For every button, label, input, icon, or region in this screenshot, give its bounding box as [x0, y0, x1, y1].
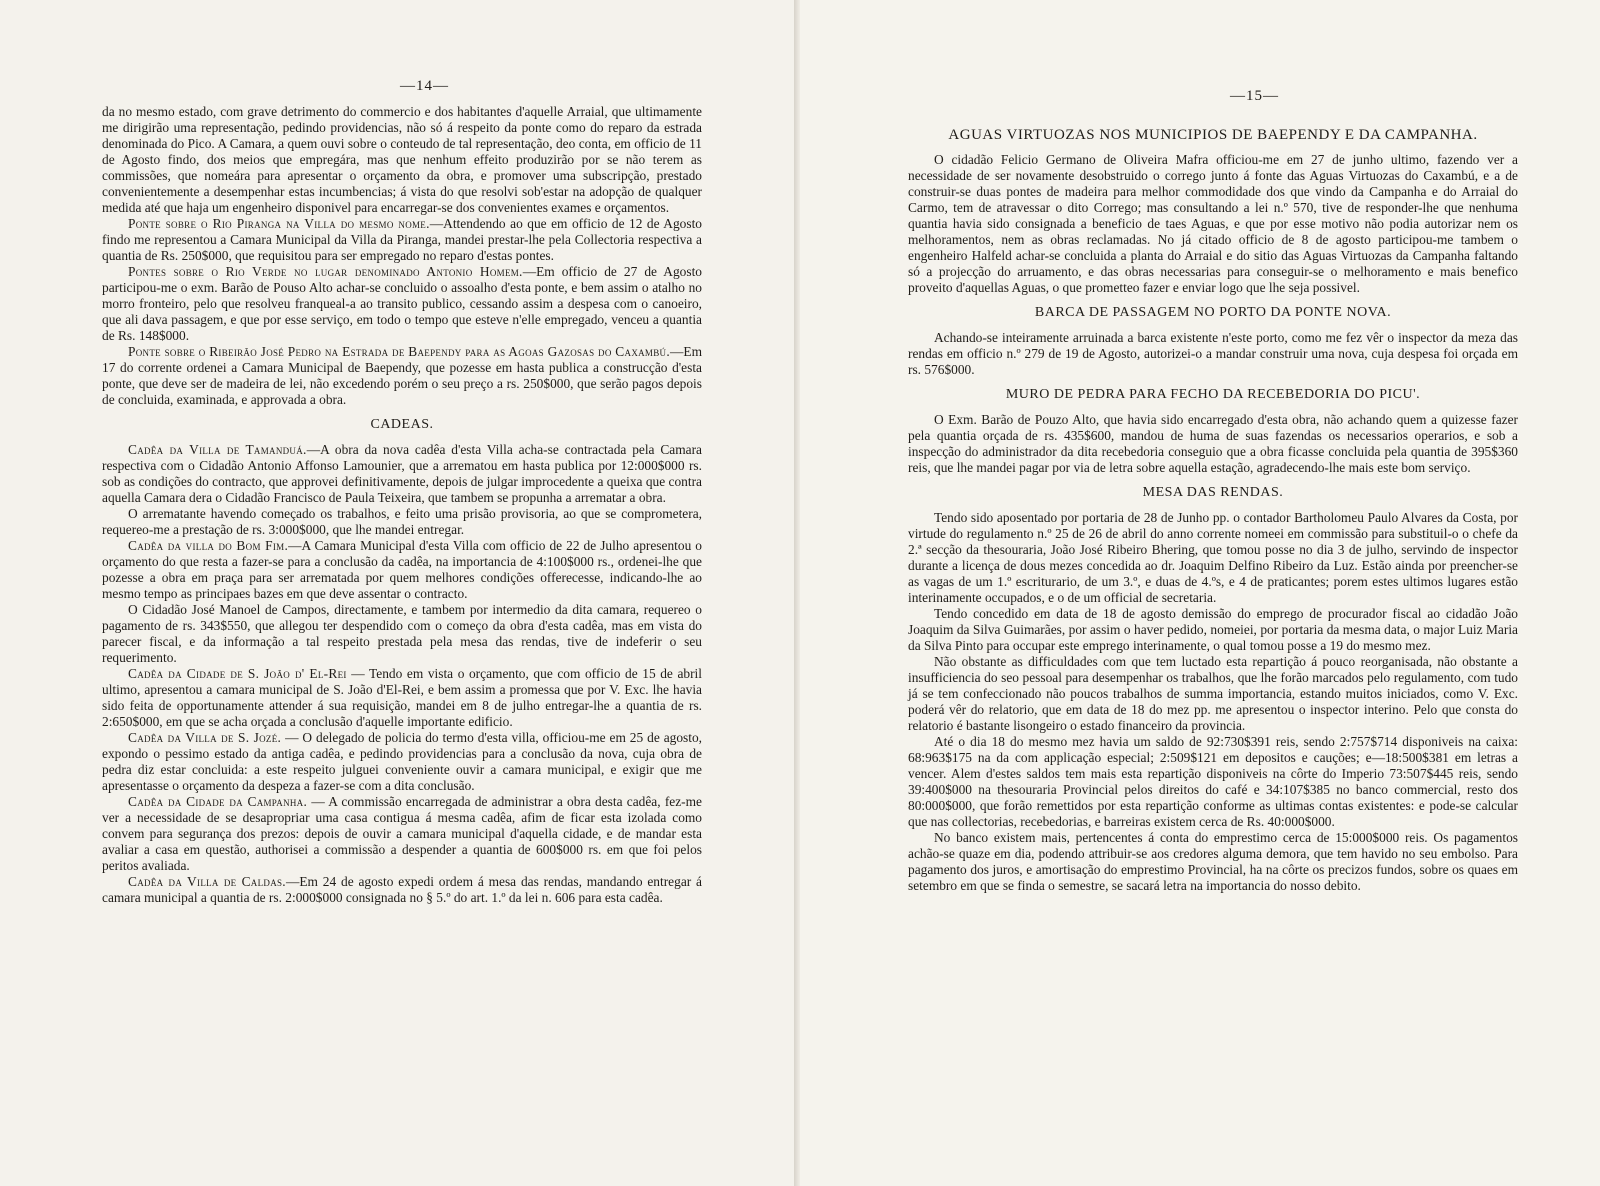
- paragraph: Cadêa da Villa de Tamanduá.—A obra da nova cadêa d'esta Villa acha-se contractada pela Camara respectiva com o Cidadão Antonio Affonso Lamounier, que a arrematou em hasta publica por 12:000$000 rs. sob as condições do contracto, que approvei definitivamente, depois de julgar improcedente a queixa que contra aquella Camara dera o Cidadão Francisco de Paula Teixeira, que tambem se propunha a arrematar a obra.: [102, 442, 702, 505]
- paragraph: Achando-se inteiramente arruinada a barca existente n'este porto, como me fez vêr o inspector da meza das rendas em officio n.º 279 de 19 de Agosto, autorizei-o a mandar construir uma nova, cuja despesa foi orçada em rs. 576$000.: [908, 330, 1518, 377]
- left-page: [0, 0, 794, 1186]
- paragraph-heading: Cadêa da Cidade da Campanha.: [128, 794, 308, 809]
- paragraph: Pontes sobre o Rio Verde no lugar denominado Antonio Homem.—Em officio de 27 de Agosto participou-me o exm. Barão de Pouso Alto achar-se concluido o assoalho d'esta ponte, e bem assim o atalho no morro fronteiro, pelo que resolveu franqueal-a ao transito publico, cessando assim a despesa com o canoeiro, que ali dava passagem, e que por esse serviço, em todo o tempo que esteve n'elle empregado, venceu a quantia de Rs. 148$000.: [102, 264, 702, 343]
- paragraph: Cadêa da Cidade de S. João d' El-Rei — Tendo em vista o orçamento, que com officio de 15 de abril ultimo, apresentou a camara municipal de S. João d'El-Rei, e bem assim a promessa que por V. Exc. lhe havia sido feita de opportunamente attender á sua requisição, mandei em 8 de julho entregar-lhe a quantia de rs. 2:650$000, em que se acha orçada a conclusão d'aquelle importante edificio.: [102, 666, 702, 729]
- paragraph: O arrematante havendo começado os trabalhos, e feito uma prisão provisoria, ao que se comprometera, requereo-me a prestação de rs. 3:000$000, que lhe mandei entregar.: [102, 506, 702, 537]
- paragraph: Não obstante as difficuldades com que tem luctado esta repartição á pouco reorganisada, não obstante a insufficiencia do seo pessoal para desempenhar os trabalhos, que lhe forão marcados pelo regulamento, com tudo já se tem confeccionado não poucos trabalhos de summa importancia, estando muitos iniciados, como V. Exc. poderá vêr do relatorio, que em data de 18 do mez pp. me apresentou o inspector interino. Pelo que consta do relatorio é bastante lisongeiro o estado financeiro da provincia.: [908, 654, 1518, 733]
- page-number: —15—: [1230, 88, 1279, 104]
- section-heading: CADEAS.: [370, 417, 434, 432]
- section-heading: MURO DE PEDRA PARA FECHO DA RECEBEDORIA DO PICU'.: [1005, 387, 1421, 402]
- section-heading: BARCA DE PASSAGEM NO PORTO DA PONTE NOVA.: [1034, 305, 1392, 320]
- paragraph: Tendo sido aposentado por portaria de 28 de Junho pp. o contador Bartholomeu Paulo Alvares da Costa, por virtude do regulamento n.º 25 de 26 de abril do anno corrente nomeei em commissão para substituil-o o chefe da 2.ª secção da thesouraria, João José Ribeiro Bhering, que tomou posse no dia 3 de julho, servindo de inspector durante a licença de dous mezes concedida ao dr. Joaquim Delfino Ribeiro da Luz. Estão ainda por preencher-se as vagas de um 1.º escriturario, de um 3.º, e duas de 4.ºs, e 4 de praticantes; porem estes ultimos lugares estão interinamente occupados, e o de um official de secretaria.: [908, 510, 1518, 605]
- paragraph: Cadêa da Cidade da Campanha. — A commissão encarregada de administrar a obra desta cadêa, fez-me ver a necessidade de se desapropriar uma casa contigua á mesma cadêa, afim de ficar esta izolada como convem para segurança dos prezos: depois de ouvir a camara municipal d'aquella cidade, e de mandar esta avaliar a casa em questão, authorisei a commissão a despender a quantia de 600$000 rs. em que foi pelos peritos avaliada.: [102, 794, 702, 873]
- paragraph: Ponte sobre o Rio Piranga na Villa do mesmo nome.—Attendendo ao que em officio de 12 de Agosto findo me representou a Camara Municipal da Villa da Piranga, mandei prestar-lhe pela Collectoria respectiva a quantia de Rs. 250$000, que requisitou para ser empregado no reparo d'estas pontes.: [102, 216, 702, 263]
- paragraph-heading: Cadêa da Villa de Caldas.: [128, 874, 286, 889]
- left-text-column: [102, 104, 702, 906]
- right-text-column: [908, 118, 1518, 894]
- paragraph: Cadêa da villa do Bom Fim.—A Camara Municipal d'esta Villa com officio de 22 de Julho apresentou o orçamento do que resta a fazer-se para a conclusão da cadêa, na importancia de 4:100$000 rs., ordenei-lhe que pozesse a obra em praça para ser arrematada por quem melhores condições offerecesse, indicando-lhe ao mesmo tempo as principaes bazes em que deve assentar o contracto.: [102, 538, 702, 601]
- paragraph-heading: Cadêa da Villa de S. Jozé.: [128, 730, 282, 745]
- paragraph-heading: Ponte sobre o Rio Piranga na Villa do mesmo nome.: [128, 216, 430, 231]
- paragraph: Até o dia 18 do mesmo mez havia um saldo de 92:730$391 reis, sendo 2:757$714 disponiveis na caixa: 68:963$175 na da com applicação especial; 2:509$121 em depositos e cauções; e—18:500$381 em letras a vencer. Alem d'estes saldos tem mais esta repartição disponiveis na côrte do Imperio 73:507$445 reis, sendo 39:400$000 na thesouraria Provincial pelos direitos do café e 34:107$385 no banco commercial, resto dos 80:000$000, que forão remettidos por esta repartição conforme as ultimas contas existentes: e pode-se calcular que nas collectorias, recebedorias, e barreiras existem cerca de Rs. 40:000$000.: [908, 734, 1518, 829]
- paragraph-heading: Cadêa da villa do Bom Fim.: [128, 538, 289, 553]
- section-heading: AGUAS VIRTUOZAS NOS MUNICIPIOS DE BAEPENDY E DA CAMPANHA.: [948, 127, 1478, 143]
- paragraph: O Cidadão José Manoel de Campos, directamente, e tambem por intermedio da dita camara, requereo o pagamento de rs. 343$550, que allegou ter despendido com o começo da obra d'esta cadêa, mas em vista do parecer fiscal, e da informação a tal respeito prestada pela mesa das rendas, tive de indeferir o seu requerimento.: [102, 602, 702, 665]
- paragraph: Ponte sobre o Ribeirão José Pedro na Estrada de Baependy para as Agoas Gazosas do Caxambú.—Em 17 do corrente ordenei a Camara Municipal de Baependy, que pozesse em hasta publica a construcção d'esta ponte, que deve ser de madeira de lei, não excedendo porém o seu preço a rs. 250$000, que serão pagos depois de concluida, examinada, e approvada a obra.: [102, 344, 702, 407]
- page-number: —14—: [400, 78, 449, 94]
- paragraph: O cidadão Felicio Germano de Oliveira Mafra officiou-me em 27 de junho ultimo, fazendo ver a necessidade de ser novamente desobstruido o corrego junto á fonte das Aguas Virtuozas do Caxambú, e a de construir-se duas pontes de madeira para melhor commodidade dos que vindo da Campanha e do Arraial do Carmo, tem de atravessar o dito Corrego; mas consultando a lei n.º 570, tive de responder-lhe que nenhuma quantia havia sido consignada a beneficio de taes Aguas, e que por esse motivo não podia autorizar nem os melhoramentos, nem as obras reclamadas. No já citado officio de 8 de agosto participou-me tambem o engenheiro Halfeld achar-se concluida a planta do Arraial e do sitio das Aguas Virtuozas da Campanha faltando só a projecção do arruamento, e das obras necessarias para conseguir-se o melhoramento e mais benefico proveito d'aquellas Aguas, o que prometteo fazer e enviar logo que lhe seja possivel.: [908, 152, 1518, 295]
- paragraph-heading: Pontes sobre o Rio Verde no lugar denominado Antonio Homem.: [128, 264, 523, 279]
- paragraph-heading: Cadêa da Villa de Tamanduá.: [128, 442, 307, 457]
- paragraph: Cadêa da Villa de S. Jozé. — O delegado de policia do termo d'esta villa, officiou-me em 25 de agosto, expondo o pessimo estado da antiga cadêa, e pedindo providencias para a conclusão da nova, cuja obra de pedra diz estar concluida: a este respeito julguei conveniente ouvir a camara municipal, e exigir que me apresentasse o orçamento da despeza a fazer-se com a dita conclusão.: [102, 730, 703, 793]
- paragraph-heading: Ponte sobre o Ribeirão José Pedro na Estrada de Baependy para as Agoas Gazosas do Caxambú.: [128, 344, 670, 359]
- section-heading: MESA DAS RENDAS.: [1142, 485, 1284, 500]
- paragraph: Cadêa da Villa de Caldas.—Em 24 de agosto expedi ordem á mesa das rendas, mandando entregar á camara municipal a quantia de rs. 2:000$000 consignada no § 5.º do art. 1.º da lei n. 606 para esta cadêa.: [102, 874, 702, 905]
- paragraph: O Exm. Barão de Pouzo Alto, que havia sido encarregado d'esta obra, não achando quem a quizesse fazer pela quantia orçada de rs. 435$600, mandou de huma de suas fazendas os necessarios operarios, e sob a inspecção do administrador da dita recebedoria conseguio que a obra ficasse concluida pela quantia de 395$360 reis, que lhe mandei pagar por via de letra sobre aquella estação, agradecendo-lhe mais este bom serviço.: [908, 412, 1518, 475]
- right-page: [800, 0, 1600, 1186]
- paragraph: No banco existem mais, pertencentes á conta do emprestimo cerca de 15:000$000 reis. Os pagamentos achão-se quaze em dia, podendo attribuir-se aos credores alguma demora, que tem havido no seu embolso. Para pagamento dos juros, e amortisação do emprestimo Provincial, ha na côrte os precizos fundos, sobre os quaes em setembro em que se finda o semestre, se sacará letra na importancia do nosso debito.: [908, 830, 1518, 893]
- paragraph: da no mesmo estado, com grave detrimento do commercio e dos habitantes d'aquelle Arraial, que ultimamente me dirigirão uma representação, pedindo providencias, não só á respeito da ponte como do reparo da estrada denominada do Pico. A Camara, a quem ouvi sobre o conteudo de tal representação, deo conta, em officio de 11 de Agosto findo, dos meios que empregára, mas que nenhum effeito produzirão por se não terem as commissões, que nomeára para apresentar o orçamento da obra, e promover uma subscripção, prestado convenientemente a desempenhar estas incumbencias; á vista do que resolvi sob'estar na adopção de qualquer medida até que haja um engenheiro disponivel para encarregar-se dos convenientes exames e orçamentos.: [102, 104, 702, 215]
- paragraph-heading: Cadêa da Cidade de S. João d' El-Rei: [128, 666, 347, 681]
- paragraph: Tendo concedido em data de 18 de agosto demissão do emprego de procurador fiscal ao cidadão João Joaquim da Silva Guimarães, por assim o haver pedido, nomeiei, por portaria da mesma data, o major Luiz Maria da Silva Pinto para occupar este emprego interinamente, o qual tomou posse a 19 do mesmo mez.: [908, 606, 1518, 653]
